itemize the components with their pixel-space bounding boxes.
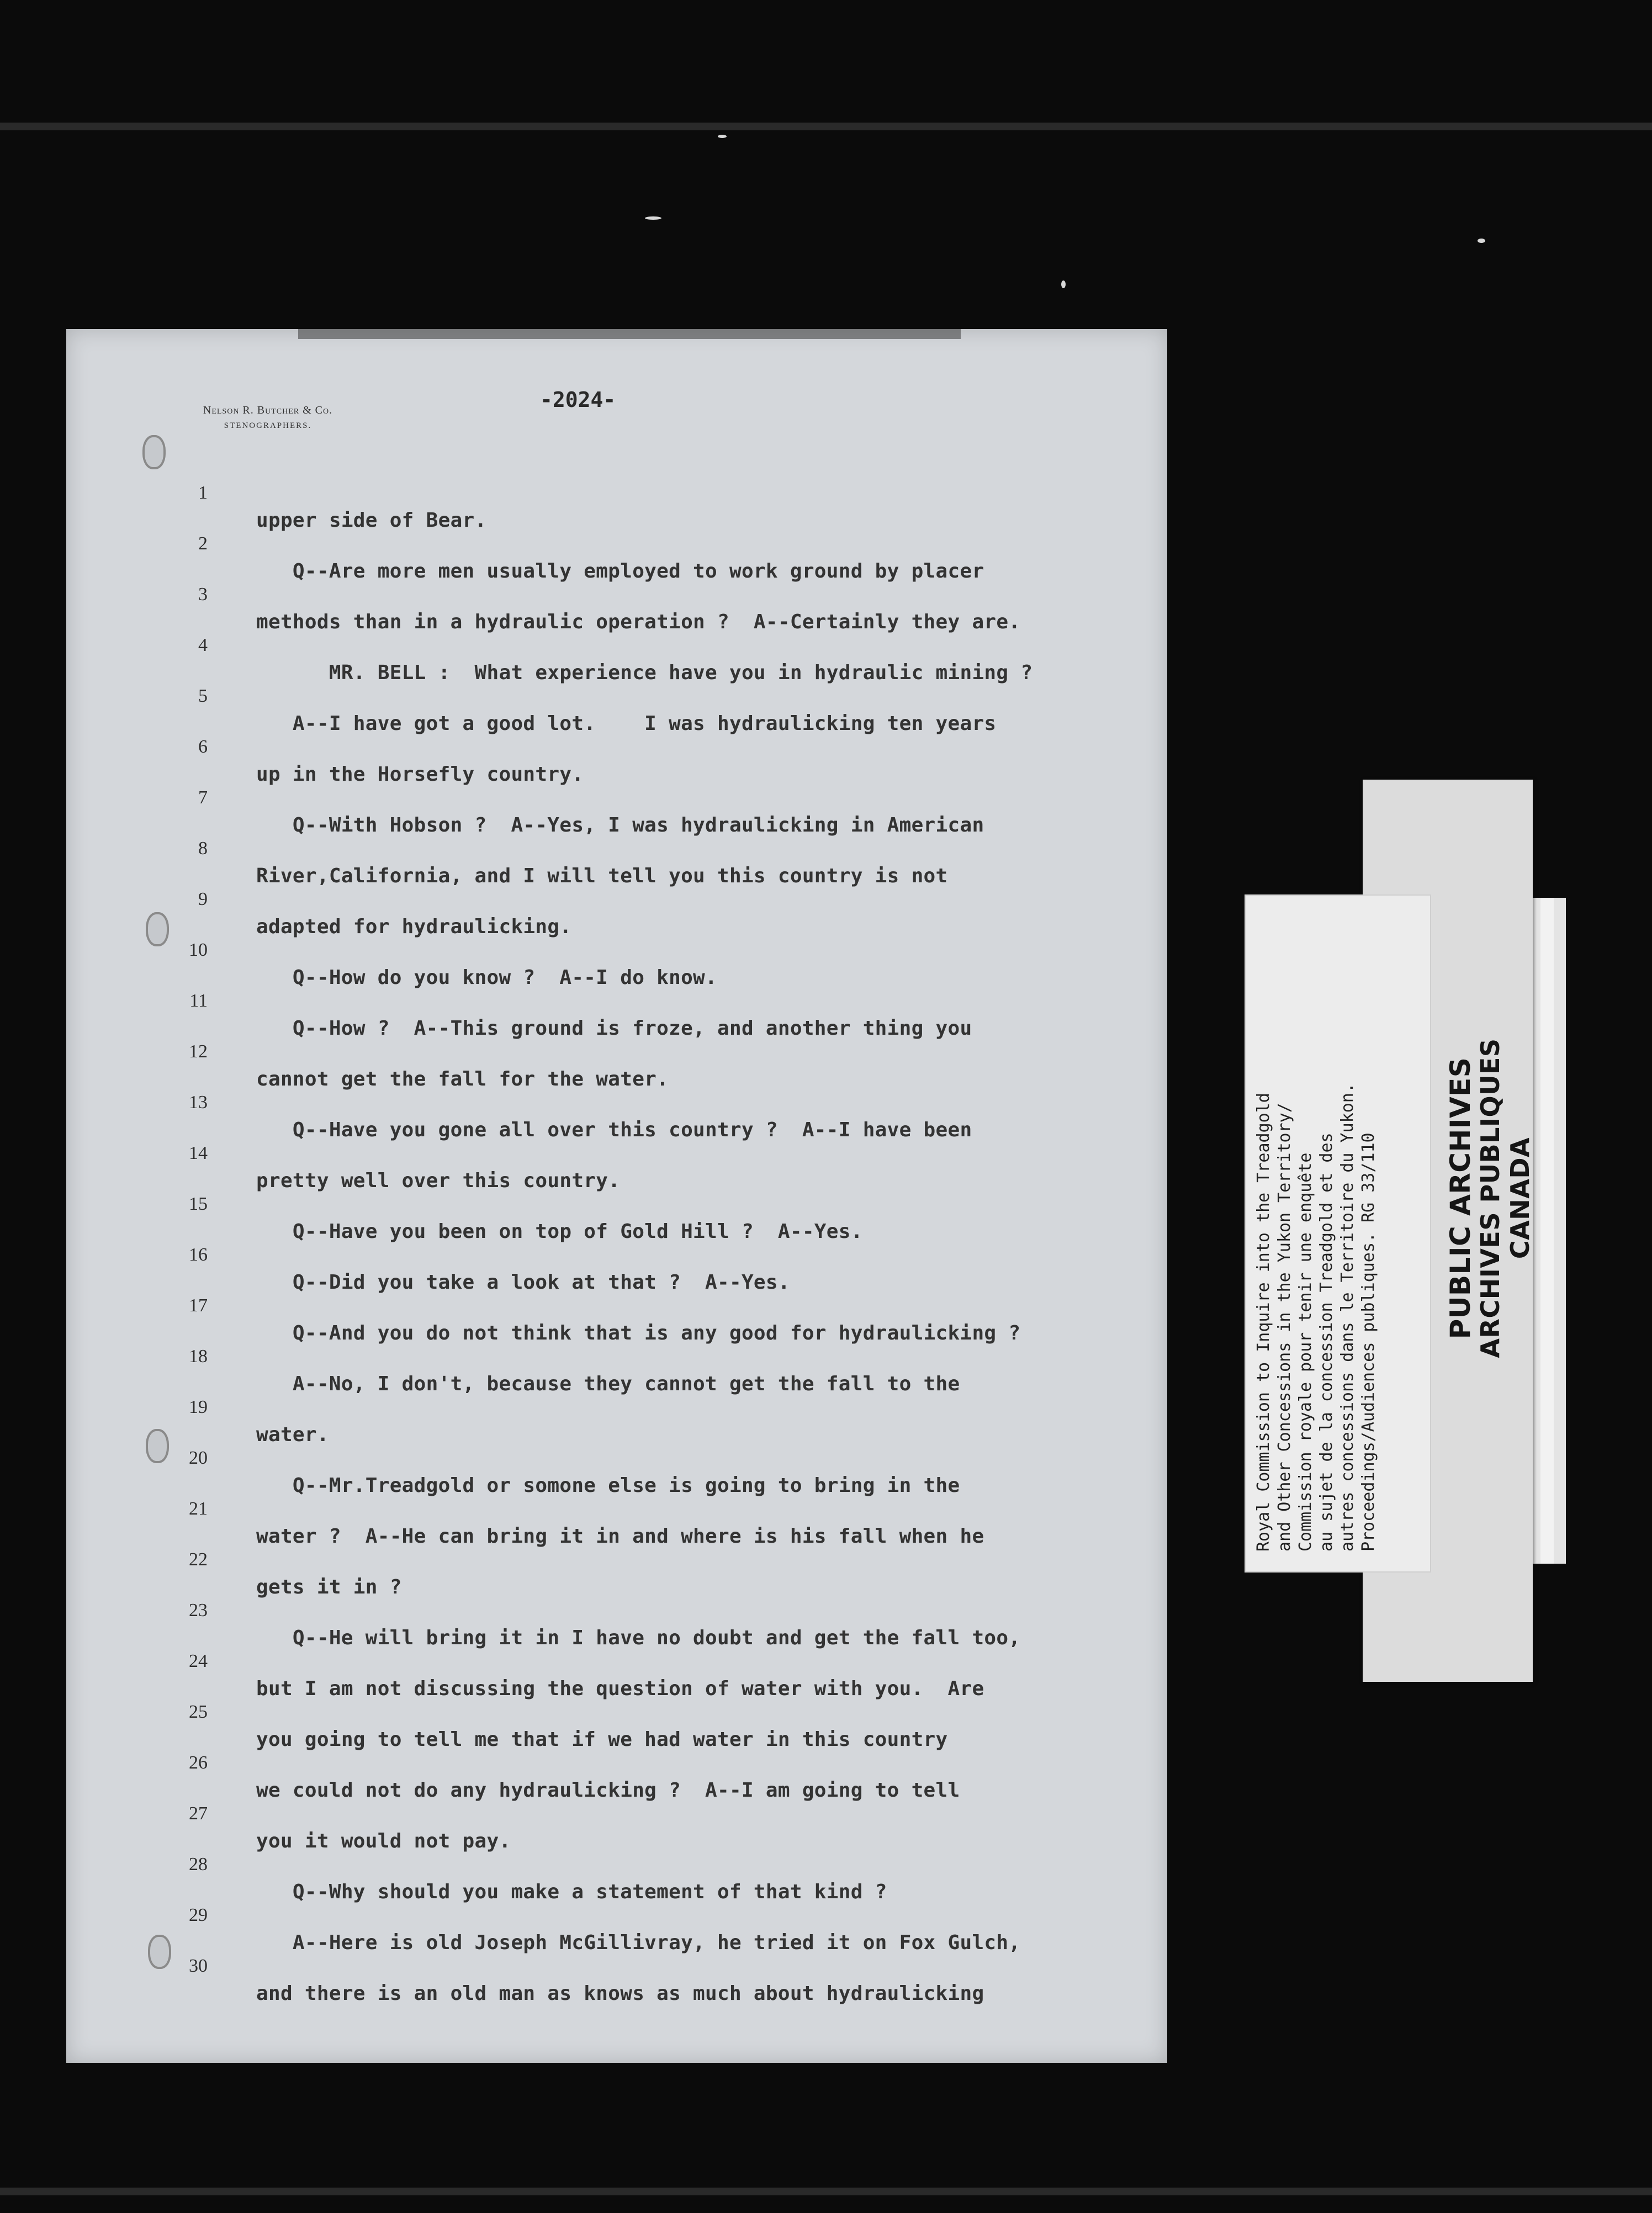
line-number: 8 bbox=[198, 838, 208, 859]
transcript-line: A--No, I don't, because they cannot get the fall to the bbox=[256, 1373, 960, 1395]
transcript-line: MR. BELL : What experience have you in hydraulic mining ? bbox=[256, 661, 1033, 684]
citation-line: au sujet de la concession Treadgold et des bbox=[1317, 1132, 1336, 1552]
film-speck bbox=[645, 216, 661, 220]
transcript-page bbox=[66, 329, 1167, 2063]
line-number: 26 bbox=[189, 1753, 208, 1773]
transcript-line: Q--Have you gone all over this country ? A--I have been bbox=[256, 1119, 972, 1141]
transcript-line: up in the Horsefly country. bbox=[256, 763, 584, 786]
film-speck bbox=[1061, 280, 1066, 288]
archive-citation bbox=[1253, 900, 1419, 1552]
firm-subtitle: STENOGRAPHERS. bbox=[224, 421, 312, 430]
line-number: 18 bbox=[189, 1346, 208, 1367]
firm-name: Nelson R. Butcher & Co. bbox=[203, 404, 333, 416]
line-number: 3 bbox=[198, 584, 208, 605]
line-number: 1 bbox=[198, 483, 208, 503]
film-edge-top bbox=[0, 123, 1652, 130]
stamp-line: PUBLIC ARCHIVES bbox=[1444, 1057, 1476, 1340]
transcript-line: Q--Mr.Treadgold or somone else is going to bring in the bbox=[256, 1474, 960, 1497]
line-number: 9 bbox=[198, 889, 208, 909]
transcript-line: A--I have got a good lot. I was hydraulicking ten years bbox=[256, 712, 997, 735]
transcript-line: Q--Have you been on top of Gold Hill ? A--Yes. bbox=[256, 1220, 863, 1243]
transcript-line: you it would not pay. bbox=[256, 1830, 511, 1852]
line-number: 20 bbox=[189, 1448, 208, 1468]
transcript-line: water. bbox=[256, 1423, 329, 1446]
transcript-line: upper side of Bear. bbox=[256, 509, 487, 532]
line-number: 7 bbox=[198, 787, 208, 808]
line-number: 17 bbox=[189, 1295, 208, 1316]
line-number: 27 bbox=[189, 1803, 208, 1824]
line-number: 6 bbox=[198, 737, 208, 757]
line-number: 25 bbox=[189, 1702, 208, 1722]
transcript-line: and there is an old man as knows as much about hydraulicking bbox=[256, 1982, 984, 2005]
line-number: 23 bbox=[189, 1600, 208, 1621]
transcript-line: Q--And you do not think that is any good for hydraulicking ? bbox=[256, 1322, 1021, 1344]
line-number: 24 bbox=[189, 1651, 208, 1671]
punch-hole bbox=[142, 435, 166, 469]
transcript-line: water ? A--He can bring it in and where is his fall when he bbox=[256, 1525, 984, 1548]
citation-line: and Other Concessions in the Yukon Territory/ bbox=[1275, 1103, 1294, 1552]
public-archives-stamp bbox=[1446, 1005, 1556, 1391]
transcript-line: Q--He will bring it in I have no doubt and get the fall too, bbox=[256, 1627, 1021, 1649]
line-number: 16 bbox=[189, 1245, 208, 1265]
citation-line: autres concessions dans le Territoire du Yukon. bbox=[1338, 1083, 1357, 1552]
line-number: 21 bbox=[189, 1499, 208, 1519]
stenographer-header bbox=[168, 404, 367, 431]
transcript-line: Q--With Hobson ? A--Yes, I was hydraulicking in American bbox=[256, 814, 984, 837]
line-number: 29 bbox=[189, 1905, 208, 1925]
line-number: 15 bbox=[189, 1194, 208, 1214]
line-number: 22 bbox=[189, 1549, 208, 1570]
line-number: 5 bbox=[198, 686, 208, 706]
transcript-line: but I am not discussing the question of water with you. Are bbox=[256, 1677, 984, 1700]
transcript-line: cannot get the fall for the water. bbox=[256, 1068, 669, 1090]
line-number: 30 bbox=[189, 1956, 208, 1976]
page-top-smudge bbox=[298, 329, 961, 339]
transcript-line: pretty well over this country. bbox=[256, 1169, 621, 1192]
line-number: 11 bbox=[189, 991, 208, 1011]
transcript-line: Q--Did you take a look at that ? A--Yes. bbox=[256, 1271, 790, 1294]
line-number: 19 bbox=[189, 1397, 208, 1417]
line-number: 10 bbox=[189, 940, 208, 960]
citation-line: Proceedings/Audiences publiques. RG 33/110 bbox=[1359, 1132, 1378, 1552]
transcript-line: River,California, and I will tell you this country is not bbox=[256, 865, 948, 887]
transcript-line: adapted for hydraulicking. bbox=[256, 915, 572, 938]
film-speck bbox=[718, 135, 727, 138]
film-edge-bottom bbox=[0, 2188, 1652, 2195]
page-number: -2024- bbox=[540, 388, 616, 412]
citation-line: Royal Commission to Inquire into the Treadgold bbox=[1254, 1093, 1273, 1552]
transcript-line: gets it in ? bbox=[256, 1576, 402, 1598]
stamp-line: CANADA bbox=[1505, 1137, 1535, 1259]
transcript-line: Q--Are more men usually employed to work ground by placer bbox=[256, 560, 984, 583]
transcript-line: methods than in a hydraulic operation ? A--Certainly they are. bbox=[256, 611, 1021, 633]
stamp-line: ARCHIVES PUBLIQUES bbox=[1475, 1038, 1505, 1358]
transcript-line: Q--Why should you make a statement of that kind ? bbox=[256, 1881, 887, 1903]
line-number: 13 bbox=[189, 1092, 208, 1113]
line-number: 2 bbox=[198, 533, 208, 554]
film-speck bbox=[1478, 239, 1485, 243]
transcript-line: we could not do any hydraulicking ? A--I am going to tell bbox=[256, 1779, 960, 1802]
line-number: 12 bbox=[189, 1041, 208, 1062]
transcript-line: A--Here is old Joseph McGillivray, he tried it on Fox Gulch, bbox=[256, 1931, 1021, 1954]
transcript-line: you going to tell me that if we had water in this country bbox=[256, 1728, 948, 1751]
citation-line: Commission royale pour tenir une enquête bbox=[1296, 1152, 1315, 1552]
transcript-line: Q--How do you know ? A--I do know. bbox=[256, 966, 718, 989]
line-number: 14 bbox=[189, 1143, 208, 1163]
line-number: 28 bbox=[189, 1854, 208, 1875]
line-number: 4 bbox=[198, 635, 208, 655]
transcript-line: Q--How ? A--This ground is froze, and another thing you bbox=[256, 1017, 972, 1040]
